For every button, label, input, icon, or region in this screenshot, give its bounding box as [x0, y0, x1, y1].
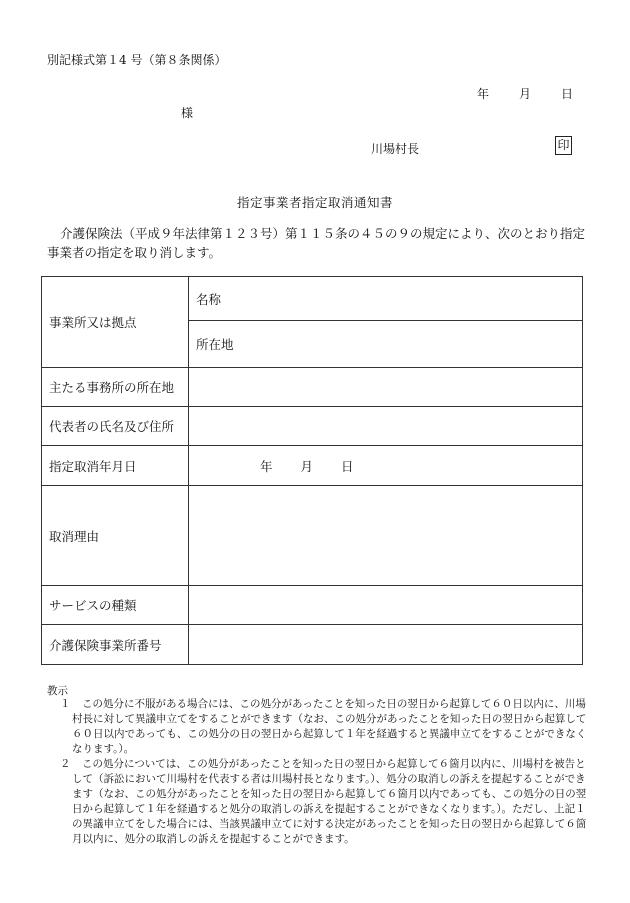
cancel-date-value — [189, 446, 583, 486]
office-number-label: 介護保険事業所番号 — [42, 625, 189, 665]
main-office-value — [189, 368, 583, 407]
note-number: １ — [60, 698, 71, 710]
addressee-suffix: 様 — [181, 106, 194, 120]
note-text: この処分については、この処分があったことを知った日の翌日から起算して６箇月以内に、川場村を被告として（訴訟において川場村を代表する者は川場村長となります。）、処分の取消しの訴えを提起することができます（なお、この処分があったことを知った日の翌日から起算して６箇月以内であっても、この処分の日の翌日から起算して１年を経過すると処分の取消しの訴えを提起することができなくなります。）。ただし、上記１の異議申立てをした場合には、当該異議申立てに対する決定があったことを知った日の翌日から起算して６箇月以内に、処分の取消しの訴えを提起することができます。 — [72, 758, 587, 845]
seal-mark: 印 — [555, 136, 572, 155]
notice-table — [41, 276, 583, 665]
cancel-date-month: 月 — [300, 458, 314, 474]
office-label: 事業所又は拠点 — [42, 277, 189, 368]
cancel-date-year: 年 — [260, 458, 273, 474]
service-label: サービスの種類 — [42, 586, 189, 625]
issue-date — [477, 85, 573, 102]
sender-name: 川場村長 — [371, 142, 420, 156]
notes-label: 教示 — [47, 685, 68, 697]
office-number-value — [189, 625, 583, 665]
date-day: 日 — [561, 87, 574, 101]
reason-label: 取消理由 — [42, 486, 189, 586]
representative-label: 代表者の氏名及び住所 — [42, 407, 189, 446]
main-office-label: 主たる事務所の所在地 — [42, 368, 189, 407]
date-month: 月 — [519, 87, 532, 101]
note-item — [60, 757, 587, 847]
note-number: ２ — [60, 758, 71, 770]
note-item — [60, 697, 587, 757]
service-value — [189, 586, 583, 625]
office-location-label: 所在地 — [189, 321, 583, 368]
note-text: この処分に不服がある場合には、この処分があったことを知った日の翌日から起算して６０日以内に、川場村長に対して異議申立てをすることができます（なお、この処分があったことを知った日の翌日から起算して６０日以内であっても、この処分の日の翌日から起算して１年を経過すると異議申立てをすることができなくなります。）。 — [72, 698, 587, 755]
form-number: 別記様式第１4 号（第８条関係） — [47, 53, 227, 67]
cancel-date-label: 指定取消年月日 — [42, 446, 189, 486]
document-title: 指定事業者指定取消通知書 — [236, 195, 393, 210]
office-name-label: 名称 — [189, 277, 583, 321]
representative-value — [189, 407, 583, 446]
reason-value — [189, 486, 583, 586]
body-paragraph: 介護保険法（平成９年法律第１２３号）第１１５条の４５の９の規定により、次のとおり指定事業者の指定を取り消します。 — [47, 226, 586, 260]
cancel-date-day: 日 — [341, 458, 354, 474]
date-year: 年 — [477, 87, 490, 101]
